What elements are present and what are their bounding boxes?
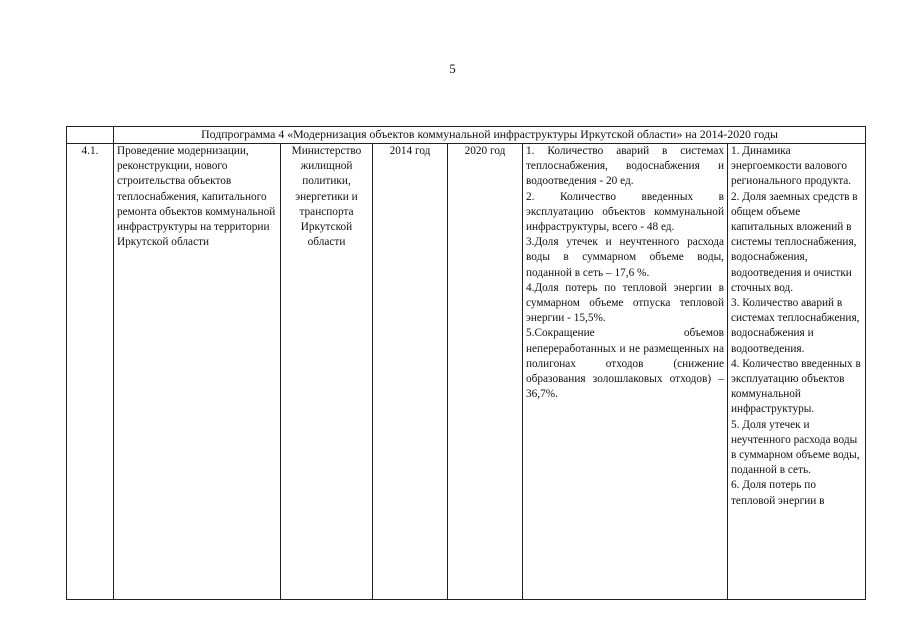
expected-results — [523, 144, 728, 600]
result-item: 2. Количество введенных в эксплуатацию объектов коммунальной инфраструктуры, всего - 48 ед. — [526, 190, 724, 234]
result-item: 4.Доля потерь по тепловой энергии в суммарном объеме отпуска тепловой энергии - 15,5%. — [526, 281, 724, 325]
indicator-item: 2. Доля заемных средств в общем объеме капитальных вложений в системы теплоснабжения, водоснабжения, водоотведения и очистки сточных вод. — [731, 190, 858, 294]
executor: Министерство жилищной политики, энергетики и транспорта Иркутской области — [281, 144, 373, 600]
indicator-item: 5. Доля утечек и неучтенного расхода воды в суммарном объеме воды, поданной в сеть. — [731, 418, 860, 477]
indicator-item: 4. Количество введенных в эксплуатацию объектов коммунальной инфраструктуры. — [731, 357, 861, 416]
end-year: 2020 год — [448, 144, 523, 600]
start-year: 2014 год — [373, 144, 448, 600]
result-item: 3.Доля утечек и неучтенного расхода воды в суммарном объеме воды, поданной в сеть – 17,6 %. — [526, 236, 724, 279]
page-number: 5 — [449, 61, 456, 76]
program-table — [66, 126, 866, 600]
row-number: 4.1. — [67, 144, 114, 600]
subprogram-title: Подпрограмма 4 «Модернизация объектов коммунальной инфраструктуры Иркутской области» на 2014-2020 годы — [114, 127, 866, 144]
event-description: Проведение модернизации, реконструкции, нового строительства объектов теплоснабжения, капитального ремонта объектов коммунальной инфраструктуры на территории Иркутской области — [114, 144, 281, 600]
table-row — [67, 144, 866, 600]
empty-number-cell — [67, 127, 114, 144]
result-item: 1. Количество аварий в системах теплоснабжения, водоснабжения и водоотведения - 20 ед. — [526, 145, 724, 188]
subprogram-header-row — [67, 127, 866, 144]
indicator-item: 6. Доля потерь по тепловой энергии в — [731, 479, 825, 507]
indicator-item: 3. Количество аварий в системах теплоснабжения, водоснабжения и водоотведения. — [731, 297, 860, 355]
target-indicators — [728, 144, 866, 600]
result-item: 5.Сокращение объемов непереработанных и не размещенных на полигонах отходов (снижение образования золошлаковых отходов) – 36,7%. — [526, 327, 724, 401]
indicator-item: 1. Динамика энергоемкости валового регионального продукта. — [731, 145, 852, 188]
